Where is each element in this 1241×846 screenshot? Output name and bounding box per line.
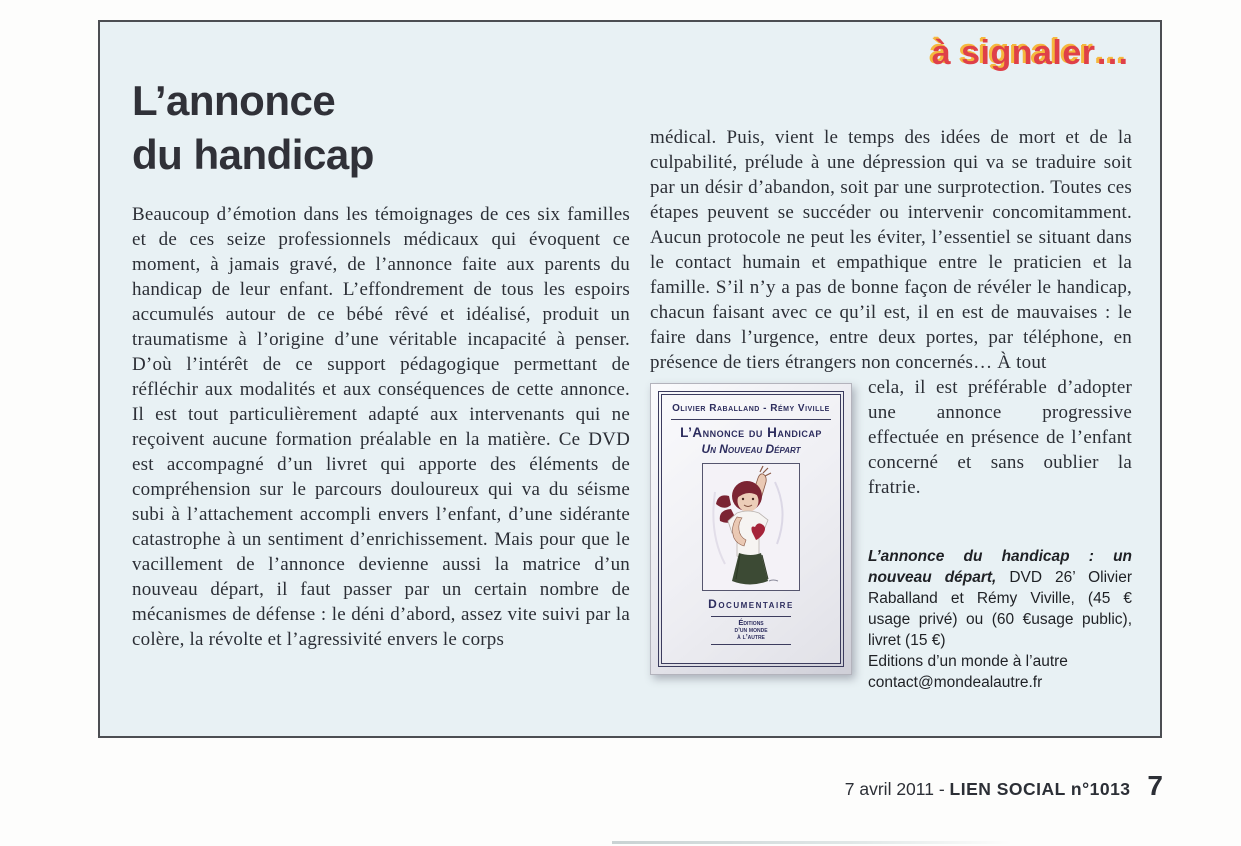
footer-page-number: 7 bbox=[1147, 770, 1163, 801]
dvd-cover-illustration bbox=[702, 463, 800, 591]
article-title-line1: L’annonce bbox=[132, 77, 336, 124]
dvd-caption-title: L’annonce du handicap : un nouveau départ, bbox=[868, 548, 1132, 586]
right-column bbox=[650, 125, 1132, 693]
article-title-line2: du handicap bbox=[132, 131, 374, 178]
right-column-wrap-zone bbox=[650, 375, 1132, 693]
left-column bbox=[132, 202, 630, 652]
dvd-genre: Documentaire bbox=[708, 597, 794, 611]
dvd-title: L’Annonce du Handicap bbox=[680, 425, 822, 440]
dvd-cover-frame bbox=[661, 394, 841, 664]
dvd-subtitle: Un Nouveau Départ bbox=[701, 442, 801, 456]
dvd-caption-contact-email: contact@mondealautre.fr bbox=[868, 674, 1043, 691]
scan-artifact-line bbox=[612, 841, 1012, 844]
dvd-publisher-line2: d’un monde bbox=[734, 626, 768, 634]
left-column-text: Beaucoup d’émotion dans les témoignages de ces six familles et de ces seize professionnels médicaux qui évoquent ce moment, à jamais gravé, de l’annonce faite aux parents du handicap de leur enfant. L’effondrement de tous les espoirs accumulés autour de ce bébé rêvé et idéalisé, produit un traumatisme à l’origine d’une véritable incapacité à penser. D’où l’intérêt de ce support pédagogique permettant de réfléchir aux modalités et aux conséquences de cette annonce. Il est tout particulièrement adapté aux intervenants qui ne reçoivent aucune formation préalable en la matière. Ce DVD est accompagné d’un livret qui apporte des éléments de compréhension sur le parcours douloureux qui va du séisme subi à l’attachement accompli envers l’enfant, d’une sidérante catastrophe à un sentiment d’enrichissement. Mais pour que le vacillement de l’annonce devienne aussi la matrice d’un nouveau départ, il faut passer par un certain nombre de mécanismes de défense : le déni d’abord, assez vite suivi par la colère, la révolte et l’agressivité envers le corps bbox=[132, 204, 630, 650]
footer-date: 7 avril 2011 - bbox=[844, 779, 945, 799]
article-panel bbox=[98, 20, 1162, 738]
dvd-publisher-line3: à l’autre bbox=[737, 634, 765, 641]
right-column-text-beside-cover: cela, il est préférable d’adopter une annonce progressive effectuée en présence de l’enfant concerné et sans oublier la fratrie. bbox=[868, 377, 1132, 498]
dvd-rule-divider bbox=[671, 419, 831, 420]
article-title bbox=[132, 74, 374, 182]
dvd-cover bbox=[650, 383, 852, 675]
right-column-text-before-cover: médical. Puis, vient le temps des idées de mort et de la culpabilité, prélude à une dépression qui va se traduire soit par un désir d’abandon, soit par une surprotection. Toutes ces étapes peuvent se succéder ou intervenir concomitamment. Aucun protocole ne peut les éviter, l’essentiel se situant dans le contact humain et empathique entre le praticien et la famille. S’il n’y a pas de bonne façon de révéler le handicap, chacun faisant avec ce qu’il est, il en est de mauvaises : le faire dans l’urgence, entre deux portes, par téléphone, en présence de tiers étrangers non concernés… À tout bbox=[650, 127, 1132, 373]
section-label: à signaler… bbox=[931, 34, 1130, 72]
dvd-publisher-logo bbox=[711, 616, 791, 645]
dvd-publisher-line1: Éditions bbox=[738, 618, 764, 627]
dvd-caption-details: DVD 26’ Olivier Raballand et Rémy Viville, (45 € usage privé) ou (60 €usage public), livret (15 €) bbox=[868, 569, 1133, 649]
footer-journal-issue: LIEN SOCIAL n°1013 bbox=[949, 779, 1131, 799]
dvd-authors: Olivier Raballand - Rémy Viville bbox=[672, 403, 830, 414]
page-footer bbox=[845, 770, 1163, 802]
dvd-caption-publisher: Editions d’un monde à l’autre bbox=[868, 653, 1068, 670]
